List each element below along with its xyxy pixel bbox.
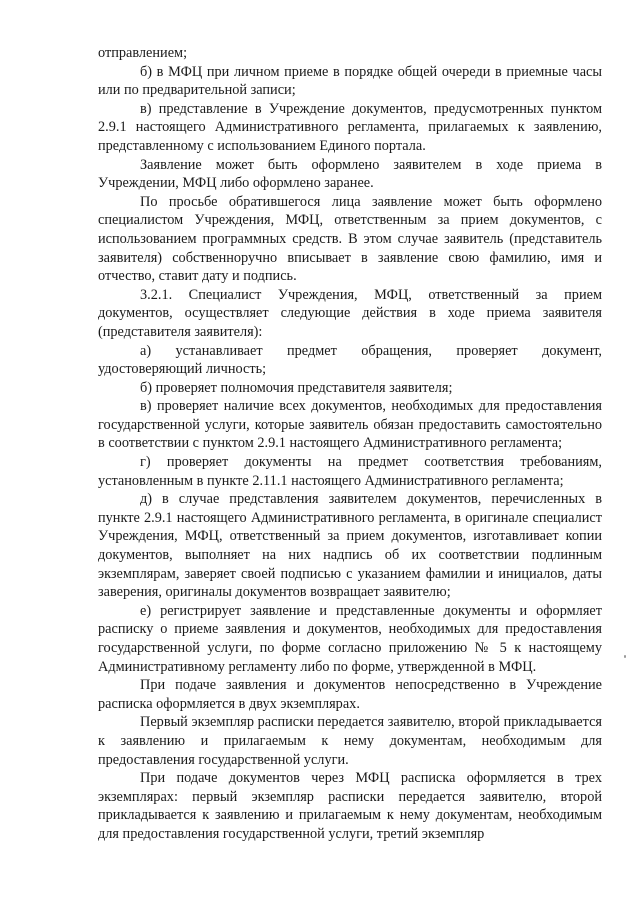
paragraph-specialist-fill: По просьбе обратившегося лица заявление может быть оформлено специалистом Учреждения, МФЦ, ответственным за прием документов, с использованием программных средств. В этом случае заявитель (представитель заявителя) собственноручно вписывает в заявление свою фамилию, имя и отчество, ставит дату и подпись.	[98, 193, 602, 285]
paragraph-item-e-receipt: е) регистрирует заявление и представленные документы и оформляет расписку о приеме заявления и документов, необходимых для предоставления государственной услуги, по форме согласно приложению № 5 к настоящему Административному регламенту либо по форме, утвержденной в МФЦ.	[98, 602, 602, 675]
paragraph-item-d-copies: д) в случае представления заявителем документов, перечисленных в пункте 2.9.1 настоящего Административного регламента, в оригинале специалист Учреждения, МФЦ, ответственный за прием документов, изготавливает копии документов, выполняет на них надпись об их соответствии подлинным экземплярам, заверяет своей подписью с указанием фамилии и инициалов, даты заверения, оригиналы документов возвращает заявителю;	[98, 491, 602, 601]
paragraph-item-v-portal: в) представление в Учреждение документов, предусмотренных пунктом 2.9.1 настоящего Административного регламента, прилагаемых к заявлению, представленному с использованием Единого портала.	[98, 100, 602, 154]
paragraph-mfc-three-copies: При подаче документов через МФЦ расписка оформляется в трех экземплярах: первый экземпляр расписки передается заявителю, второй прикладывается к заявлению и прилагаемым к нему документам, необходимым для предоставления государственной услуги, третий экземпляр	[98, 770, 602, 842]
scan-speck	[624, 655, 626, 658]
paragraph-receipt-two-copies: При подаче заявления и документов непосредственно в Учреждение расписка оформляется в двух экземплярах.	[98, 677, 602, 712]
paragraph-item-g-requirements: г) проверяет документы на предмет соответствия требованиям, установленным в пункте 2.11.1 настоящего Административного регламента;	[98, 454, 602, 489]
paragraph-3-2-1: 3.2.1. Специалист Учреждения, МФЦ, ответственный за прием документов, осуществляет следующие действия в ходе приема заявителя (представителя заявителя):	[98, 286, 602, 340]
paragraph-first-copy: Первый экземпляр расписки передается заявителю, второй прикладывается к заявлению и прилагаемым к нему документам, необходимым для предоставления государственной услуги.	[98, 714, 602, 768]
paragraph-continuation: отправлением;	[98, 45, 188, 61]
paragraph-application-form: Заявление может быть оформлено заявителем в ходе приема в Учреждении, МФЦ либо оформлено заранее.	[98, 156, 602, 192]
paragraph-item-b-authority: б) проверяет полномочия представителя заявителя;	[140, 379, 453, 396]
paragraph-item-a-identity: а) устанавливает предмет обращения, проверяет документ, удостоверяющий личность;	[98, 342, 602, 378]
paragraph-item-v-documents: в) проверяет наличие всех документов, необходимых для предоставления государственной услуги, которые заявитель обязан предоставить самостоятельно в соответствии с пунктом 2.9.1 настоящего Административного регламента;	[98, 398, 602, 452]
paragraph-item-b-mfc: б) в МФЦ при личном приеме в порядке общей очереди в приемные часы или по предварительной записи;	[98, 63, 602, 99]
